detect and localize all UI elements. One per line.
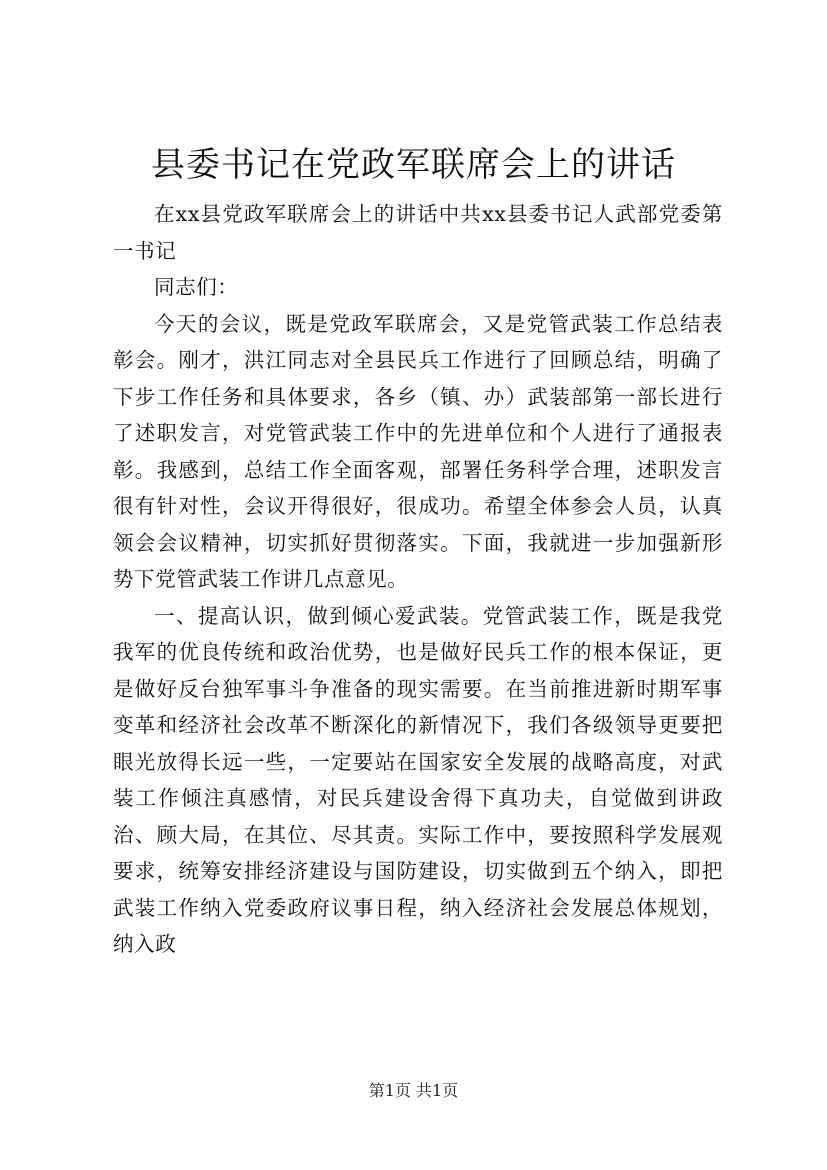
document-title: 县委书记在党政军联席会上的讲话 (151, 145, 676, 185)
paragraph-section-one: 一、提高认识，做到倾心爱武装。党管武装工作，既是我党我军的优良传统和政治优势，也是做好民兵工作的根本保证，更是做好反台独军事斗争准备的现实需要。在当前推进新时期军事变革和经济社会改革不断深化的新情况下，我们各级领导更要把眼光放得长远一些，一定要站在国家安全发展的战略高度，对武装工作倾注真感情，对民兵建设舍得下真功夫，自觉做到讲政治、顾大局，在其位、尽其责。实际工作中，要按照科学发展观要求，统筹安排经济建设与国防建设，切实做到五个纳入，即把武装工作纳入党委政府议事日程，纳入经济社会发展总体规划，纳入政 (113, 603, 723, 956)
document-body (113, 196, 723, 963)
page-footer (0, 1080, 827, 1102)
paragraph-salutation: 同志们： (154, 275, 239, 299)
page-number: 第1页 共1页 (368, 1081, 459, 1100)
paragraph-heading-line: 在xx县党政军联席会上的讲话中共xx县委书记人武部党委第一书记 (113, 202, 723, 263)
paragraph-intro: 今天的会议，既是党政军联席会，又是党管武装工作总结表彰会。刚才，洪江同志对全县民兵工作进行了回顾总结，明确了下步工作任务和具体要求，各乡（镇、办）武装部第一部长进行了述职发言，对党管武装工作中的先进单位和个人进行了通报表彰。我感到，总结工作全面客观，部署任务科学合理，述职发言很有针对性，会议开得很好，很成功。希望全体参会人员，认真领会会议精神，切实抓好贯彻落实。下面，我就进一步加强新形势下党管武装工作讲几点意见。 (113, 311, 723, 591)
